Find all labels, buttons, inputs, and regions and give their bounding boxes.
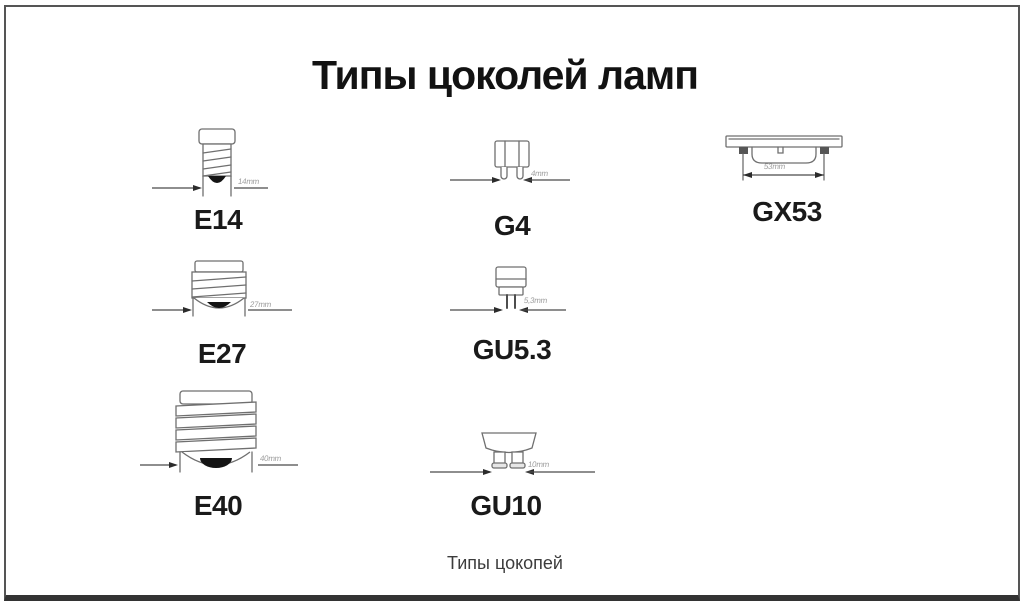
lamp-base-item-g4 [445,138,605,248]
gu10-dimension-text: 10mm [527,460,550,469]
gx53-flat-disc-drawing [712,132,862,186]
e27-screw-base-drawing [152,258,322,320]
lamp-base-item-e40 [140,388,330,528]
e40-dimension-text: 40mm [259,454,282,463]
gu10-label: GU10 [470,490,542,521]
e14-dimension-text: 14mm [237,177,260,186]
g4-label: G4 [493,210,531,241]
e27-label: E27 [197,338,247,369]
e27-dimension-text: 27mm [249,300,272,309]
lamp-base-item-gu53 [448,262,608,372]
e14-screw-base-drawing [150,126,310,200]
g4-dimension-text: 4mm [530,169,549,178]
lamp-base-item-e14 [150,126,310,241]
e14-label: E14 [193,204,243,235]
lamp-base-item-e27 [152,258,322,373]
gx53-dimension-text: 53mm [763,162,786,171]
lamp-base-item-gx53 [712,132,862,232]
e40-screw-base-drawing [140,388,330,476]
gu53-label: GU5.3 [472,334,552,365]
e40-label: E40 [193,490,243,521]
gx53-label: GX53 [752,196,822,227]
g4-pin-base-drawing [445,138,605,186]
gu10-twist-lock-drawing [430,428,610,478]
page-title: Типы цоколей ламп [312,52,698,98]
gu53-dimension-text: 5,3mm [523,296,548,305]
image-caption: Типы цокопей [447,553,563,573]
gu53-pin-base-drawing [448,262,608,316]
lamp-base-item-gu10 [430,428,610,533]
